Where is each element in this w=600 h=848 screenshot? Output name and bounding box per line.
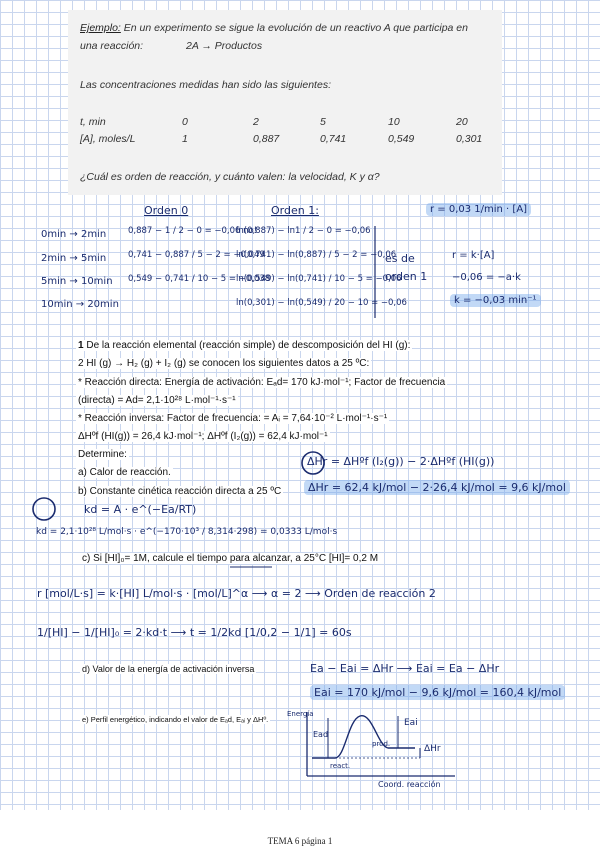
answer-d-line-1: Ea − Eai = ΔHr ⟶ Eai = Ea − ΔHr [310, 662, 500, 675]
problem1-enthalpies: ΔHºf (HI(g)) = 26,4 kJ·mol⁻¹; ΔHºf (I₂(g)) = 62,4 kJ·mol⁻¹ [78, 431, 328, 442]
reaction-coordinate-label: Coord. reacción [378, 780, 441, 789]
question-e: e) Perfil energético, indicando el valor de Eₐd, Eₐᵢ y ΔHº. [82, 715, 269, 724]
problem1-reaction: 2 HI (g) → H₂ (g) + I₂ (g) se conocen los siguientes datos a 25 ºC: [78, 358, 370, 369]
table-header-t: t, min [80, 116, 106, 128]
ead-label: Ead [313, 730, 329, 739]
interval-label: 10min → 20min [41, 299, 119, 310]
answer-a-line-1: ΔHr = ΔHºf (I₂(g)) − 2·ΔHºf (HI(g)) [307, 455, 495, 468]
answer-a-line-2: ΔHr = 62,4 kJ/mol − 2·26,4 kJ/mol = 9,6 kJ/mol [304, 480, 570, 495]
t-value: 5 [320, 116, 326, 128]
products-label: prod. [372, 740, 391, 748]
energy-axis-label: Energía [287, 710, 314, 718]
t-value: 10 [388, 116, 400, 128]
a-value: 0,887 [253, 133, 280, 145]
interval-label: 2min → 5min [41, 253, 107, 264]
concentrations-intro: Las concentraciones medidas han sido las siguientes: [80, 79, 331, 91]
answer-c-line-2: 1/[HI] − 1/[HI]₀ = 2·kd·t ⟶ t = 1/2kd [1/0,2 − 1/1] = 60s [37, 626, 352, 639]
problem1-determine: Determine: [78, 449, 127, 460]
order1-calc: ln(0,887) − ln1 / 2 − 0 = −0,06 [236, 226, 371, 236]
order0-title: Orden 0 [144, 204, 189, 217]
t-value: 20 [456, 116, 468, 128]
interval-label: 5min → 10min [41, 276, 113, 287]
order0-calc: 0,887 − 1 / 2 − 0 = −0,06 no! [128, 226, 258, 236]
order0-calc: 0,549 − 0,741 / 10 − 5 = −0,038 [128, 274, 271, 284]
conclusion-line: orden 1 [385, 270, 428, 283]
problem1-inverse-data: * Reacción inversa: Factor de frecuencia: = Aᵢ = 7,64·10⁻² L·mol⁻¹·s⁻¹ [78, 413, 388, 424]
page-footer: TEMA 6 página 1 [267, 836, 333, 846]
problem1-direct-data-2: (directa) = Ad= 2,1·10²⁸ L·mol⁻¹·s⁻¹ [78, 395, 236, 406]
problem1-direct-data: * Reacción directa: Energía de activación: Eₐd= 170 kJ·mol⁻¹; Factor de frecuencia [78, 377, 446, 388]
order1-calc: ln(0,301) − ln(0,549) / 20 − 10 = −0,06 [236, 298, 407, 308]
example-reaction: 2A → Productos [186, 40, 263, 52]
question-c: c) Si [HI]₀= 1M, calcule el tiempo para alcanzar, a 25°C [HI]= 0,2 M [82, 553, 379, 564]
rate-equation: −0,06 = −a·k [452, 272, 521, 283]
circled-b-mark [33, 498, 55, 520]
example-heading: Ejemplo: [80, 22, 121, 34]
answer-b-line-1: kd = A · e^(−Ea/RT) [84, 503, 197, 516]
t-value: 0 [182, 116, 188, 128]
order1-title: Orden 1: [271, 204, 319, 217]
interval-label: 0min → 2min [41, 229, 107, 240]
answer-c-line-1: r [mol/L·s] = k·[HI] L/mol·s · [mol/L]^α ⟶ α = 2 ⟶ Orden de reacción 2 [37, 587, 436, 600]
answer-d-line-2: Eai = 170 kJ/mol − 9,6 kJ/mol = 160,4 kJ/mol [310, 685, 565, 700]
a-value: 0,549 [388, 133, 415, 145]
order1-calc: ln(0,741) − ln(0,887) / 5 − 2 = −0,06 [236, 250, 397, 260]
answer-b-line-2: kd = 2,1·10²⁸ L/mol·s · e^(−170·10³ / 8,314·298) = 0,0333 L/mol·s [36, 527, 338, 537]
rate-law: r = k·[A] [452, 250, 495, 261]
order0-calc: 0,741 − 0,887 / 5 − 2 = −0,049 [128, 250, 265, 260]
question-b: b) Constante cinética reacción directa a 25 ºC [78, 486, 282, 497]
dh-label: ΔHr [424, 744, 441, 754]
problem-title-text: De la reacción elemental (reacción simple) de descomposición del HI (g): [86, 340, 411, 351]
question-d: d) Valor de la energía de activación inversa [82, 664, 255, 674]
k-result-highlight: k = −0,03 min⁻¹ [450, 294, 541, 307]
example-text: En un experimento se sigue la evolución de un reactivo A que participa en [123, 22, 468, 34]
a-value: 0,741 [320, 133, 347, 145]
a-value: 0,301 [456, 133, 483, 145]
conclusion-line: es de [385, 252, 415, 265]
problem-number: 1 [78, 340, 84, 351]
t-value: 2 [253, 116, 259, 128]
table-header-a: [A], moles/L [80, 133, 136, 145]
reactants-label: react. [330, 762, 351, 770]
a-value: 1 [182, 133, 188, 145]
eai-label: Eai [404, 718, 418, 728]
rate-formula-highlight: r = 0,03 1/min · [A] [426, 203, 531, 216]
example-question: ¿Cuál es orden de reacción, y cuánto valen: la velocidad, K y α? [80, 171, 380, 183]
order1-calc: ln(0,549) − ln(0,741) / 10 − 5 = −0,06 [236, 274, 402, 284]
example-line-2: una reacción: [80, 40, 144, 52]
question-a: a) Calor de reacción. [78, 467, 171, 478]
